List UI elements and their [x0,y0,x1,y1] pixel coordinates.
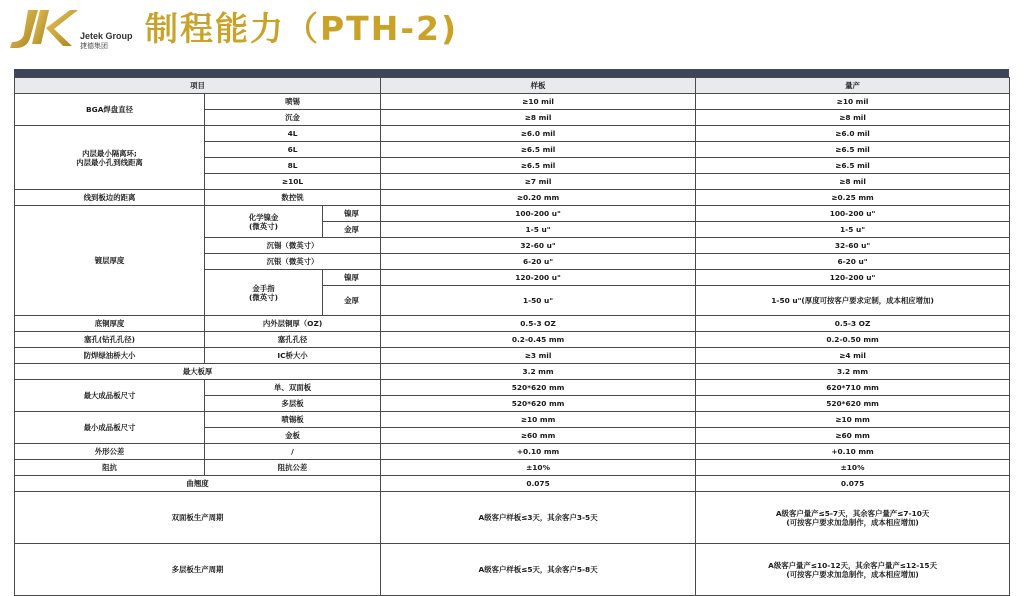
sample-value: 3.2 mm [381,364,696,380]
mass-value: ≥10 mil [696,94,1010,110]
row-sub-label: 喷锡板 [205,412,381,428]
lead-time-text: A级客户量产≤10-12天，其余客户量产≤12-15天 [768,560,937,570]
sample-value: A级客户样板≤3天，其余客户3-5天 [381,492,696,544]
sample-value: 120-200 u" [381,270,696,286]
inner-hole-label: 内层最小孔到线距离 [76,157,143,167]
sample-value: 1-5 u" [381,222,696,238]
row-label: 外形公差 [15,444,205,460]
row-sub-label: 阻抗公差 [205,460,381,476]
row-sub-label: 金厚 [323,222,381,238]
sample-value: ≥3 mil [381,348,696,364]
sample-value: ≥8 mil [381,110,696,126]
mass-value: ≥8 mil [696,110,1010,126]
sample-value: 32-60 u" [381,238,696,254]
mass-value: ≥4 mil [696,348,1010,364]
sample-value: ≥6.0 mil [381,126,696,142]
row-label [15,126,205,190]
sample-value: +0.10 mm [381,444,696,460]
row-sub-label: 内外层铜厚（OZ) [205,316,381,332]
sample-value: ≥6.5 mil [381,158,696,174]
row-label: 最小成品板尺寸 [15,412,205,444]
row-sub-label: 金厚 [323,286,381,316]
enig-group-label: 化学镍金 [248,212,279,222]
header-mass-production: 量产 [696,78,1010,94]
table-row [15,332,1010,348]
sample-value: A级客户样板≤5天，其余客户5-8天 [381,544,696,596]
mass-value: 0.2-0.50 mm [696,332,1010,348]
table-row [15,412,1010,428]
mass-value [696,544,1010,596]
row-sub-label: 6L [205,142,381,158]
sample-value: ≥10 mil [381,94,696,110]
table-row [15,348,1010,364]
lead-time-note: (可按客户要求加急制作，成本相应增加) [786,569,919,579]
table-header-row [15,78,1010,94]
row-sub-label: 数控铣 [205,190,381,206]
table-row [15,460,1010,476]
sample-value: 0.2-0.45 mm [381,332,696,348]
row-label: 最大成品板尺寸 [15,380,205,412]
sample-value: 0.075 [381,476,696,492]
sample-value: ≥6.5 mil [381,142,696,158]
mass-value: 520*620 mm [696,396,1010,412]
mass-value: ≥6.0 mil [696,126,1010,142]
table-row [15,316,1010,332]
table-row [15,206,1010,222]
row-sub-label: 塞孔孔径 [205,332,381,348]
mass-value: ≥6.5 mil [696,158,1010,174]
row-label: 多层板生产周期 [15,544,381,596]
mass-value: ≥0.25 mm [696,190,1010,206]
capability-table [14,77,1010,596]
row-label: 线到板边的距离 [15,190,205,206]
row-sub-label: 沉银（微英寸） [205,254,381,270]
logo-english-name: Jetek Group [80,31,133,41]
row-sub-label: 单、双面板 [205,380,381,396]
mass-value: 0.075 [696,476,1010,492]
row-group-label [205,270,323,316]
sample-value: ≥7 mil [381,174,696,190]
mass-value: 6-20 u" [696,254,1010,270]
sample-value: 520*620 mm [381,396,696,412]
mass-value: 120-200 u" [696,270,1010,286]
row-label: 阻抗 [15,460,205,476]
row-sub-label: 镍厚 [323,270,381,286]
row-sub-label: 4L [205,126,381,142]
table-row [15,492,1010,544]
row-sub-label: 沉金 [205,110,381,126]
sample-value: 1-50 u" [381,286,696,316]
table-row [15,544,1010,596]
sample-value: ≥0.20 mm [381,190,696,206]
page-title: 制程能力（PTH-2) [145,9,459,48]
logo-chinese-name: 捷德集团 [80,42,108,50]
row-sub-label: 多层板 [205,396,381,412]
row-sub-label: / [205,444,381,460]
header-sample: 样板 [381,78,696,94]
enig-group-unit: (微英寸) [249,221,278,231]
table-row [15,380,1010,396]
table-row [15,190,1010,206]
row-label: 底铜厚度 [15,316,205,332]
mass-value: ≥60 mm [696,428,1010,444]
gold-finger-group-unit: (微英寸) [249,292,278,302]
row-label: 镀层厚度 [15,206,205,316]
row-sub-label: 镍厚 [323,206,381,222]
lead-time-text: A级客户量产≤5-7天，其余客户量产≤7-10天 [775,508,930,518]
row-label: 最大板厚 [15,364,381,380]
mass-value: +0.10 mm [696,444,1010,460]
mass-value: ≥10 mm [696,412,1010,428]
row-label: 双面板生产周期 [15,492,381,544]
row-sub-label: 沉锡（微英寸） [205,238,381,254]
lead-time-note: (可按客户要求加急制作，成本相应增加) [786,517,919,527]
row-sub-label: IC桥大小 [205,348,381,364]
sample-value: ≥60 mm [381,428,696,444]
table-row [15,364,1010,380]
sample-value: 520*620 mm [381,380,696,396]
table-row [15,444,1010,460]
row-sub-label: 8L [205,158,381,174]
row-sub-label: 喷锡 [205,94,381,110]
mass-value: 1-50 u"(厚度可按客户要求定制，成本相应增加) [696,286,1010,316]
mass-value [696,492,1010,544]
row-label: BGA焊盘直径 [15,94,205,126]
row-group-label [205,206,323,238]
header-divider-bar [14,69,1009,77]
mass-value: ≥6.5 mil [696,142,1010,158]
header-item: 项目 [15,78,381,94]
company-logo [8,8,136,52]
mass-value: 100-200 u" [696,206,1010,222]
mass-value: ±10% [696,460,1010,476]
gold-finger-group-label: 金手指 [252,283,275,293]
mass-value: 32-60 u" [696,238,1010,254]
row-sub-label: 金板 [205,428,381,444]
row-label: 塞孔(钻孔孔径) [15,332,205,348]
row-label: 防焊绿油桥大小 [15,348,205,364]
sample-value: 100-200 u" [381,206,696,222]
mass-value: 620*710 mm [696,380,1010,396]
sample-value: 0.5-3 OZ [381,316,696,332]
table-row [15,476,1010,492]
inner-ring-label: 内层最小隔离环; [82,148,137,158]
jk-logo-icon [8,8,80,52]
mass-value: 0.5-3 OZ [696,316,1010,332]
table-row [15,94,1010,110]
sample-value: ±10% [381,460,696,476]
mass-value: 1-5 u" [696,222,1010,238]
mass-value: 3.2 mm [696,364,1010,380]
sample-value: 6-20 u" [381,254,696,270]
row-sub-label: ≥10L [205,174,381,190]
table-row [15,126,1010,142]
row-label: 曲翘度 [15,476,381,492]
sample-value: ≥10 mm [381,412,696,428]
mass-value: ≥8 mil [696,174,1010,190]
